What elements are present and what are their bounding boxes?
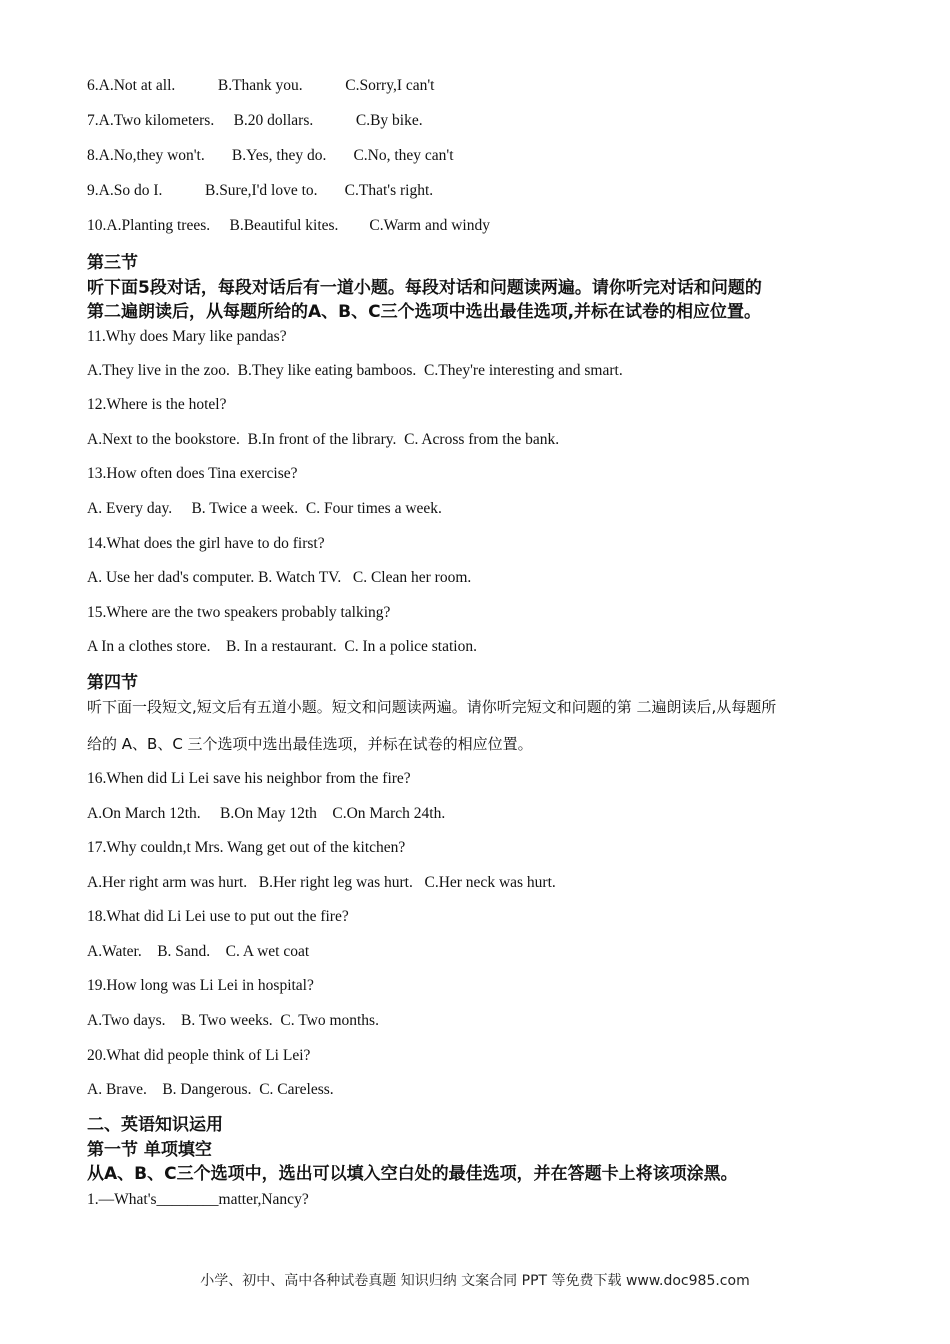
question-19: 19.How long was Li Lei in hospital? [87,977,314,994]
part-2-subheading: 第一节 单项填空 [87,1140,212,1160]
section-3-instruction-1: 听下面5段对话，每段对话后有一道小题。每段对话和问题读两遍。请你听完对话和问题的 [87,278,762,298]
part-2-instruction: 从A、B、C三个选项中，选出可以填入空白处的最佳选项，并在答题卡上将该项涂黑。 [87,1164,738,1184]
section-4-instruction-1: 听下面一段短文,短文后有五道小题。短文和问题读两遍。请你听完短文和问题的第 二遍朗读后,从每题所 [87,698,777,716]
question-14-options: A. Use her dad's computer. B. Watch TV. C. Clean her room. [87,569,472,586]
section-3-instruction-2: 第二遍朗读后，从每题所给的A、B、C三个选项中选出最佳选项,并标在试卷的相应位置。 [87,302,762,322]
question-20-options: A. Brave. B. Dangerous. C. Careless. [87,1081,334,1098]
question-6: 6.A.Not at all. B.Thank you. C.Sorry,I can't [87,77,435,94]
question-20: 20.What did people think of Li Lei? [87,1047,311,1064]
page-footer: 小学、初中、高中各种试卷真题 知识归纳 文案合同 PPT 等免费下载 www.doc985.com [200,1273,750,1289]
question-15: 15.Where are the two speakers probably talking? [87,604,391,621]
section-4-heading: 第四节 [87,673,138,693]
question-13-options: A. Every day. B. Twice a week. C. Four times a week. [87,500,442,517]
question-10: 10.A.Planting trees. B.Beautiful kites. C.Warm and windy [87,217,490,234]
question-13: 13.How often does Tina exercise? [87,465,298,482]
question-17: 17.Why couldn,t Mrs. Wang get out of the kitchen? [87,839,406,856]
question-14: 14.What does the girl have to do first? [87,535,325,552]
question-12: 12.Where is the hotel? [87,396,227,413]
question-11: 11.Why does Mary like pandas? [87,328,287,345]
part-2-heading: 二、英语知识运用 [87,1115,223,1135]
question-16: 16.When did Li Lei save his neighbor from the fire? [87,770,411,787]
question-17-options: A.Her right arm was hurt. B.Her right leg was hurt. C.Her neck was hurt. [87,874,556,891]
section-4-instruction-2: 给的 A、B、C 三个选项中选出最佳选项，并标在试卷的相应位置。 [87,735,533,753]
question-12-options: A.Next to the bookstore. B.In front of the library. C. Across from the bank. [87,431,560,448]
question-19-options: A.Two days. B. Two weeks. C. Two months. [87,1012,379,1029]
section-3-heading: 第三节 [87,253,138,273]
question-1: 1.—What's________matter,Nancy? [87,1191,309,1208]
question-9: 9.A.So do I. B.Sure,I'd love to. C.That's right. [87,182,434,199]
question-15-options: A In a clothes store. B. In a restaurant. C. In a police station. [87,638,477,655]
question-18: 18.What did Li Lei use to put out the fire? [87,908,349,925]
question-11-options: A.They live in the zoo. B.They like eating bamboos. C.They're interesting and smart. [87,362,623,379]
question-7: 7.A.Two kilometers. B.20 dollars. C.By bike. [87,112,423,129]
question-16-options: A.On March 12th. B.On May 12th C.On March 24th. [87,805,446,822]
question-18-options: A.Water. B. Sand. C. A wet coat [87,943,310,960]
question-8: 8.A.No,they won't. B.Yes, they do. C.No, they can't [87,147,454,164]
